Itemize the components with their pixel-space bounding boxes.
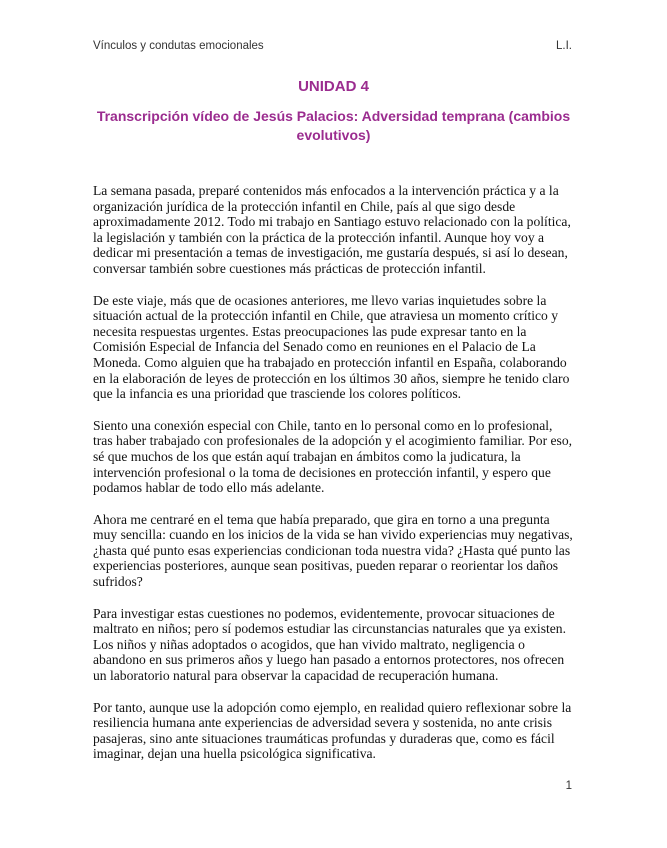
paragraph: Para investigar estas cuestiones no podemos, evidentemente, provocar situaciones de maltrato en niños; pero sí podemos estudiar las circunstancias naturales que ya existen. Los niños y niñas adoptados o acogidos, que han vivido maltrato, negligencia o abandono en sus primeros años y luego han pasado a entornos protectores, nos ofrecen un laboratorio natural para observar la capacidad de recuperación humana. [93, 605, 567, 684]
paragraph: De este viaje, más que de ocasiones anteriores, me llevo varias inquietudes sobre la situación actual de la protección infantil en Chile, que atraviesa un momento crítico y necesita respuestas urgentes. Estas preocupaciones las pude expresar tanto en la Comisión Especial de Infancia del Senado como en reuniones en el Palacio de La Moneda. Como alguien que ha trabajado en protección infantil en España, colaborando en la elaboración de leyes de protección en los últimos 30 años, siempre he tenido claro que la infancia es una prioridad que trasciende los colores políticos. [93, 292, 570, 402]
paragraph: Siento una conexión especial con Chile, tanto en lo personal como en lo profesional, tras haber trabajado con profesionales de la adopción y el acogimiento familiar. Por eso, sé que muchos de los que están aquí trabajan en ámbitos como la judicatura, la intervención profesional o la toma de decisiones en protección infantil, y espero que podamos hablar de todo ello más adelante. [93, 417, 573, 496]
page-number: 1 [565, 780, 572, 792]
running-header-initials: L.I. [556, 40, 572, 52]
paragraph: La semana pasada, preparé contenidos más enfocados a la intervención práctica y a la organización jurídica de la protección infantil en Chile, país al que sigo desde aproximadamente 2012. Todo mi trabajo en Santiago estuvo relacionado con la política, la legislación y también con la práctica de la protección infantil. Aunque hoy voy a dedicar mi presentación a temas de investigación, me gustaría después, si así lo desean, conversar también sobre cuestiones más prácticas de protección infantil. [93, 183, 571, 276]
running-header-title: Vínculos y condutas emocionales [93, 40, 264, 52]
document-subtitle: Transcripción vídeo de Jesús Palacios: Adversidad temprana (cambios evolutivos) [96, 108, 571, 143]
paragraph: Ahora me centraré en el tema que había preparado, que gira en torno a una pregunta muy sencilla: cuando en los inicios de la vida se han vivido experiencias muy negativas, ¿hasta qué punto esas experiencias condicionan toda nuestra vida? ¿Hasta qué punto las experiencias posteriores, aunque sean positivas, pueden reparar o reorientar los daños sufridos? [93, 511, 573, 590]
unit-heading: UNIDAD 4 [298, 78, 369, 95]
body-text [93, 183, 575, 778]
paragraph: Por tanto, aunque use la adopción como ejemplo, en realidad quiero reflexionar sobre la resiliencia humana ante experiencias de adversidad severa y sostenida, no ante crisis pasajeras, sino ante situaciones traumáticas profundas y duraderas que, como es fácil imaginar, dejan una huella psicológica significativa. [93, 699, 572, 762]
